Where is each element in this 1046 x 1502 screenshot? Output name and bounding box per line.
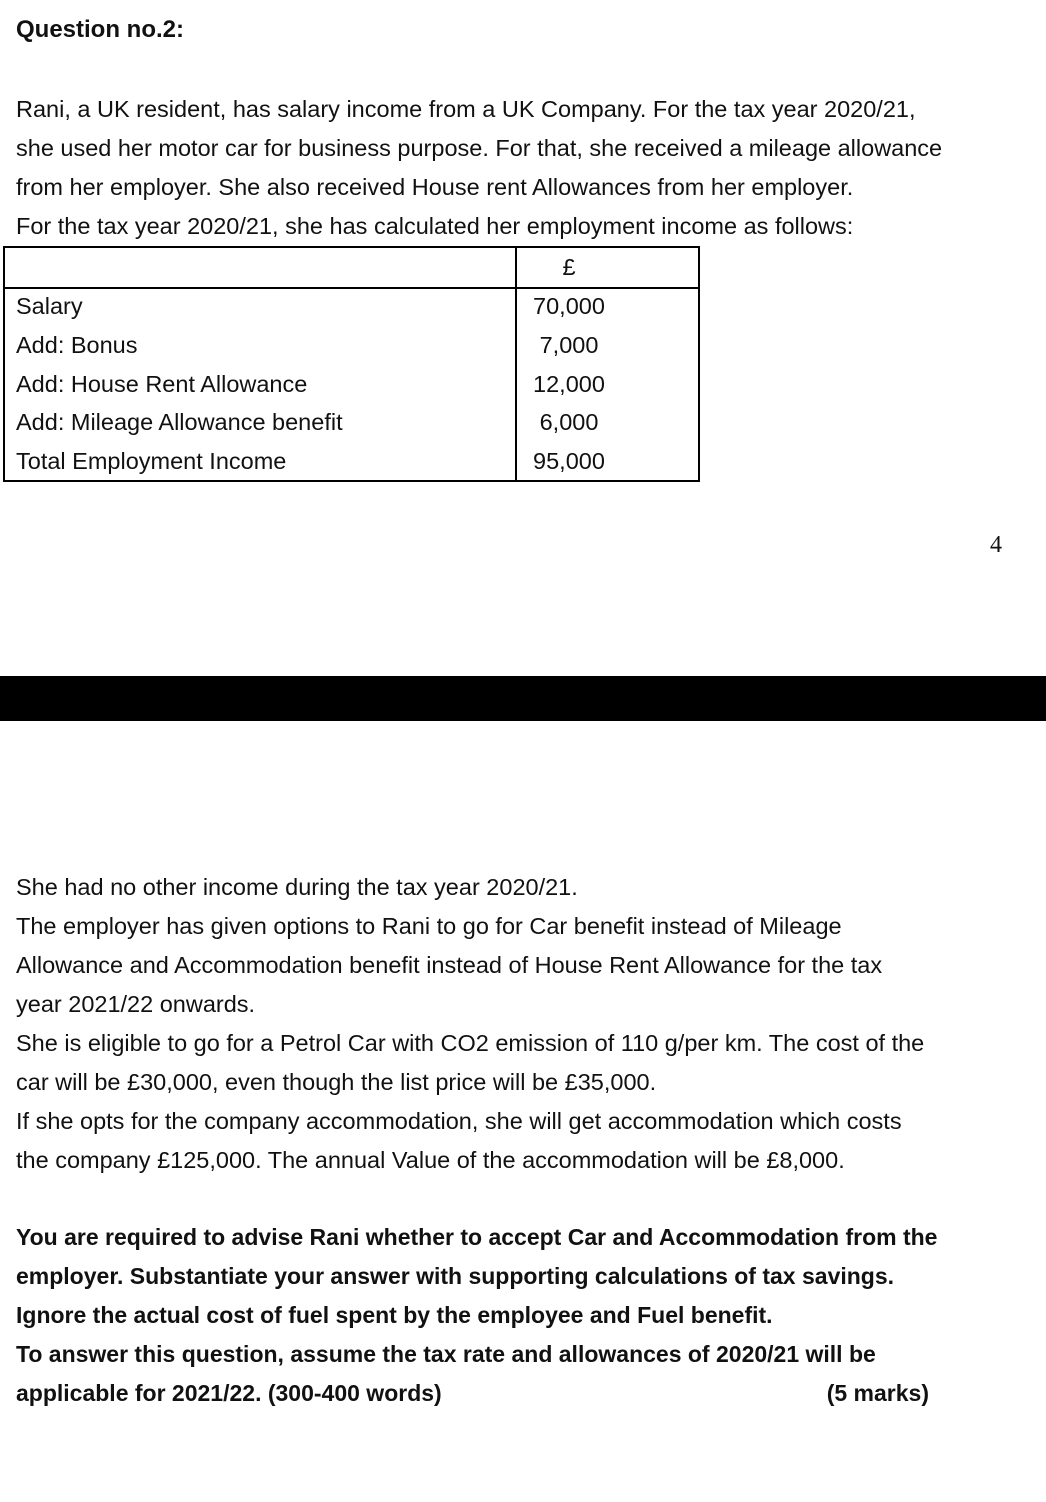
currency-header: £ [562, 254, 576, 280]
row-amount-salary: 70,000 [533, 293, 605, 319]
employment-income-table [3, 246, 700, 482]
page-break-bar [0, 676, 1046, 721]
requirement-line: applicable for 2021/22. (300-400 words) [16, 1380, 442, 1406]
details-line: The employer has given options to Rani to go for Car benefit instead of Mileage [16, 913, 842, 939]
requirement-paragraph [16, 1218, 1011, 1413]
details-line: year 2021/22 onwards. [16, 991, 256, 1017]
details-line: If she opts for the company accommodation, she will get accommodation which costs [16, 1108, 902, 1134]
marks-label: (5 marks) [826, 1380, 929, 1406]
row-amount-total: 95,000 [533, 448, 605, 474]
row-amount-bonus: 7,000 [539, 332, 599, 358]
row-amount-house-rent: 12,000 [533, 371, 605, 397]
requirement-line: To answer this question, assume the tax rate and allowances of 2020/21 will be [16, 1341, 876, 1367]
row-amount-mileage: 6,000 [539, 409, 599, 435]
row-label-salary: Salary [16, 293, 83, 319]
details-paragraph [16, 868, 1011, 1180]
row-label-mileage: Add: Mileage Allowance benefit [16, 409, 343, 435]
intro-line: Rani, a UK resident, has salary income from a UK Company. For the tax year 2020/21, [16, 96, 916, 122]
intro-paragraph [16, 90, 1011, 246]
page-number: 4 [990, 532, 1002, 558]
details-line: the company £125,000. The annual Value of the accommodation will be £8,000. [16, 1147, 845, 1173]
details-line: She had no other income during the tax year 2020/21. [16, 874, 578, 900]
row-label-house-rent: Add: House Rent Allowance [16, 371, 308, 397]
requirement-line: employer. Substantiate your answer with supporting calculations of tax savings. [16, 1263, 895, 1289]
requirement-last-line [16, 1374, 1011, 1413]
requirement-line: You are required to advise Rani whether to accept Car and Accommodation from the [16, 1224, 938, 1250]
details-line: car will be £30,000, even though the list price will be £35,000. [16, 1069, 657, 1095]
intro-line: she used her motor car for business purpose. For that, she received a mileage allowance [16, 135, 943, 161]
intro-line: For the tax year 2020/21, she has calculated her employment income as follows: [16, 213, 854, 239]
intro-line: from her employer. She also received House rent Allowances from her employer. [16, 174, 854, 200]
row-label-bonus: Add: Bonus [16, 332, 138, 358]
row-label-total: Total Employment Income [16, 448, 287, 474]
requirement-line: Ignore the actual cost of fuel spent by the employee and Fuel benefit. [16, 1302, 773, 1328]
question-heading: Question no.2: [16, 16, 184, 43]
details-line: Allowance and Accommodation benefit instead of House Rent Allowance for the tax [16, 952, 883, 978]
details-line: She is eligible to go for a Petrol Car with CO2 emission of 110 g/per km. The cost of the [16, 1030, 925, 1056]
